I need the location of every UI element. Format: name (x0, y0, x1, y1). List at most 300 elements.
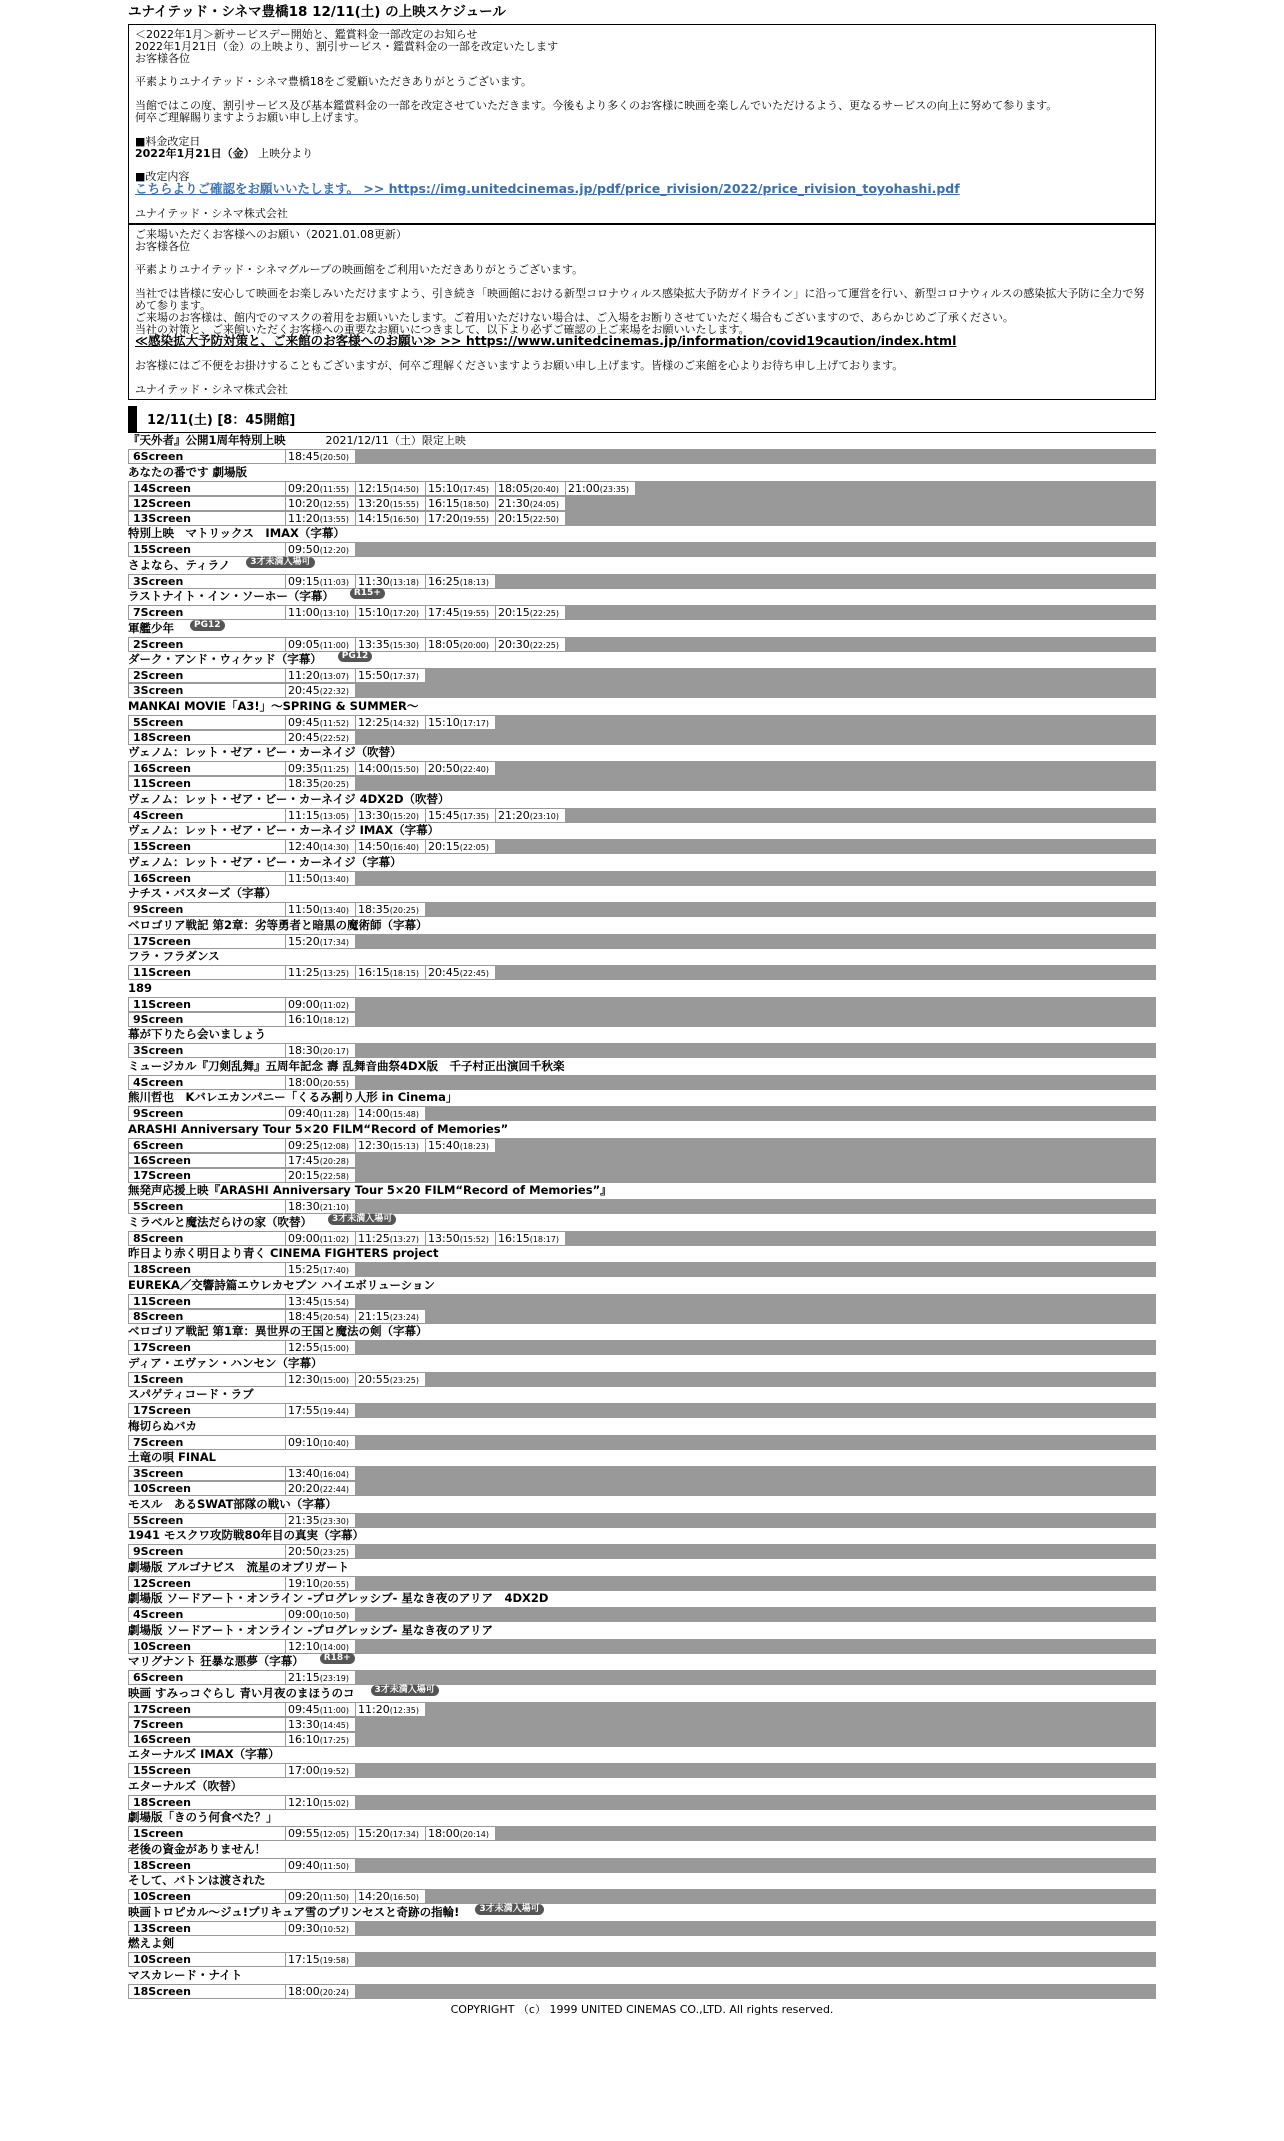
start-time: 13:20 (358, 496, 390, 510)
showtime-slot[interactable] (286, 1482, 356, 1495)
screen-label: 5Screen (129, 1514, 286, 1527)
showtime-slot[interactable] (286, 575, 356, 588)
start-time: 09:20 (288, 1890, 320, 1904)
movie-title-text: そして、バトンは渡された (128, 1873, 266, 1888)
start-time: 21:15 (358, 1309, 390, 1323)
showtime-slot[interactable] (286, 1154, 356, 1167)
paren: ( (319, 1830, 323, 1840)
screen-label: 15Screen (129, 1764, 286, 1777)
end-time-value: 24:05 (532, 499, 556, 509)
movie-title-text: ナチス・バスターズ（字幕） (128, 886, 277, 901)
showtime-slot[interactable] (286, 1467, 356, 1480)
showtime-slot[interactable] (356, 1703, 426, 1716)
paren: ) (345, 780, 350, 790)
showtime-slot[interactable] (286, 840, 356, 853)
showtime-slot[interactable] (426, 497, 496, 510)
rating-badge: 3才未満入場可 (371, 1685, 439, 1696)
paren: ( (319, 672, 323, 682)
showtime-slot[interactable] (496, 482, 566, 495)
movie-title-text: 劇場版 アルゴナビス 流星のオブリガート (128, 1559, 350, 1574)
movie-title-text: ベロゴリア戦記 第1章：異世界の王国と魔法の剣（字幕） (128, 1324, 428, 1339)
showtime-slot[interactable] (286, 1200, 356, 1213)
notice-content-label: ■改定内容 (135, 170, 190, 184)
screen-label: 9Screen (129, 903, 286, 916)
showtime-slot[interactable] (286, 1295, 356, 1308)
paren: ( (319, 1171, 323, 1181)
movie-note: 2021/12/11（土）限定上映 (325, 434, 466, 448)
notice-line: ＜2022年1月＞新サービスデー開始と、鑑賞料金一部改定のお知らせ (135, 28, 478, 41)
showtime-slot[interactable] (496, 497, 566, 510)
movie-title (128, 1841, 1156, 1858)
paren: ) (485, 577, 490, 587)
paren: ) (415, 843, 420, 853)
showtime-slot[interactable] (356, 1107, 426, 1120)
start-time: 13:40 (288, 1467, 320, 1481)
showtime-slot[interactable] (286, 482, 356, 495)
start-time: 17:55 (288, 1404, 320, 1418)
end-time-value: 11:50 (322, 1861, 346, 1871)
screen-label: 4Screen (129, 1076, 286, 1089)
end-time-value: 15:02 (322, 1798, 346, 1808)
showtime-slot[interactable] (286, 1404, 356, 1417)
paren: ( (389, 1375, 393, 1385)
showtime-row (128, 1106, 1156, 1121)
start-time: 12:25 (358, 715, 390, 729)
showtime-row (128, 1732, 1156, 1747)
showtime-row (128, 668, 1156, 683)
paren: ( (389, 1234, 393, 1244)
showtime-slot[interactable] (286, 1139, 356, 1152)
screen-label: 6Screen (129, 1139, 286, 1152)
movie-title-text: 熊川哲也 Kバレエカンパニー「くるみ割り人形 in Cinema」 (128, 1090, 458, 1105)
end-time-value: 20:25 (322, 780, 346, 790)
screen-label: 12Screen (129, 1577, 286, 1590)
paren: ( (319, 1407, 323, 1417)
screen-label: 17Screen (129, 1169, 286, 1182)
showtime-row (128, 1153, 1156, 1168)
paren: ( (319, 718, 323, 728)
showtime-row (128, 1012, 1156, 1027)
showtime-slot[interactable] (286, 903, 356, 916)
movie-title-text: 幕が下りたら会いましょう (128, 1027, 266, 1042)
date-header (128, 406, 1156, 433)
paren: ) (555, 811, 560, 821)
movie-title (128, 1183, 1156, 1200)
showtime-slot[interactable] (356, 669, 426, 682)
paren: ( (459, 969, 463, 979)
end-time-value: 14:50 (392, 484, 416, 494)
showtime-slot[interactable] (356, 1890, 426, 1903)
showtime-slot[interactable] (286, 1827, 356, 1840)
end-time-value: 23:30 (322, 1516, 346, 1526)
showtime-slot[interactable] (496, 606, 566, 619)
paren: ) (345, 937, 350, 947)
showtime-slot[interactable] (286, 1373, 356, 1386)
paren: ( (319, 1156, 323, 1166)
end-time-value: 12:08 (322, 1141, 346, 1151)
showtime-slot[interactable] (286, 966, 356, 979)
showtime-slot[interactable] (356, 1373, 426, 1386)
showtime-row (128, 1984, 1156, 1999)
showtime-slot[interactable] (286, 497, 356, 510)
movie-title-text: 特別上映 マトリックス IMAX（字幕） (128, 526, 345, 541)
screen-label: 13Screen (129, 512, 286, 525)
showtime-slot[interactable] (426, 638, 496, 651)
movie-title (128, 433, 1156, 450)
showtime-slot[interactable] (286, 1718, 356, 1731)
screen-label: 18Screen (129, 1859, 286, 1872)
end-time-value: 18:12 (322, 1015, 346, 1025)
showtime-slot[interactable] (356, 497, 426, 510)
end-time-value: 22:25 (532, 609, 556, 619)
start-time: 20:55 (358, 1372, 390, 1386)
start-time: 21:20 (498, 808, 530, 822)
showtime-slot[interactable] (286, 1890, 356, 1903)
paren: ( (319, 1579, 323, 1589)
showtime-row (128, 1481, 1156, 1496)
end-time-value: 23:24 (392, 1312, 416, 1322)
screen-label: 17Screen (129, 935, 286, 948)
paren: ( (529, 609, 533, 619)
showtime-slot[interactable] (426, 966, 496, 979)
notice-line: お客様各位 (135, 51, 190, 65)
showtime-slot[interactable] (356, 840, 426, 853)
showtime-slot[interactable] (356, 716, 426, 729)
showtime-slot[interactable] (426, 1139, 496, 1152)
start-time: 11:25 (288, 966, 320, 980)
paren: ( (319, 1548, 323, 1558)
paren: ( (389, 811, 393, 821)
start-time: 12:30 (358, 1138, 390, 1152)
showtime-slot[interactable] (356, 1232, 426, 1245)
paren: ( (599, 484, 603, 494)
showtime-slot[interactable] (286, 1107, 356, 1120)
start-time: 15:50 (358, 669, 390, 683)
start-time: 11:20 (288, 511, 320, 525)
showtime-slot[interactable] (496, 809, 566, 822)
showtime-slot[interactable] (286, 1985, 356, 1998)
showtime-slot[interactable] (286, 1341, 356, 1354)
movie-title (128, 1873, 1156, 1890)
showtime-row (128, 1639, 1156, 1654)
screen-label: 13Screen (129, 1922, 286, 1935)
screen-label: 14Screen (129, 482, 286, 495)
screen-label: 11Screen (129, 777, 286, 790)
paren: ( (319, 1438, 323, 1448)
paren: ) (345, 1735, 350, 1745)
movie-title-text: 軍艦少年 (128, 620, 174, 635)
movie-title-text: マスカレード・ナイト (128, 1967, 243, 1982)
paren: ( (389, 843, 393, 853)
showtime-slot[interactable] (286, 1922, 356, 1935)
showtime-slot[interactable] (356, 1310, 426, 1323)
showtime-slot[interactable] (356, 903, 426, 916)
paren: ( (319, 811, 323, 821)
paren: ) (485, 609, 490, 619)
showtime-slot[interactable] (286, 543, 356, 556)
end-time-value: 11:55 (322, 484, 346, 494)
showtime-slot[interactable] (426, 762, 496, 775)
paren: ( (319, 1893, 323, 1903)
movie-title-text: エターナルズ（吹替） (128, 1778, 243, 1793)
showtime-slot[interactable] (286, 1232, 356, 1245)
screen-label: 18Screen (129, 1796, 286, 1809)
end-time-value: 15:00 (322, 1344, 346, 1354)
showtime-slot[interactable] (286, 1577, 356, 1590)
paren: ) (345, 1611, 350, 1621)
end-time-value: 22:32 (322, 687, 346, 697)
showtime-slot[interactable] (356, 1139, 426, 1152)
end-time-value: 11:02 (322, 1234, 346, 1244)
start-time: 11:20 (288, 669, 320, 683)
showtime-slot[interactable] (286, 669, 356, 682)
showtime-slot[interactable] (356, 1827, 426, 1840)
start-time: 15:10 (428, 715, 460, 729)
movie-title (128, 745, 1156, 762)
paren: ( (529, 1234, 533, 1244)
end-time-value: 17:17 (462, 718, 486, 728)
movie-title (128, 526, 1156, 543)
end-time-value: 17:20 (392, 609, 416, 619)
showtime-slot[interactable] (286, 716, 356, 729)
end-time-value: 23:19 (322, 1674, 346, 1684)
paren: ) (415, 609, 420, 619)
screen-label: 9Screen (129, 1013, 286, 1026)
paren: ( (319, 499, 323, 509)
showtime-slot[interactable] (286, 809, 356, 822)
showtime-slot[interactable] (426, 1827, 496, 1840)
showtime-slot[interactable] (286, 684, 356, 697)
start-time: 15:10 (358, 606, 390, 620)
showtime-slot[interactable] (286, 1764, 356, 1777)
start-time: 14:00 (358, 1107, 390, 1121)
showtime-slot[interactable] (496, 638, 566, 651)
rating-badge: R18+ (320, 1653, 355, 1664)
end-time-value: 20:28 (322, 1156, 346, 1166)
showtime-row (128, 1513, 1156, 1528)
showtime-slot[interactable] (286, 1436, 356, 1449)
showtime-slot[interactable] (286, 1796, 356, 1809)
start-time: 20:45 (288, 684, 320, 698)
showtime-slot[interactable] (426, 716, 496, 729)
end-time-value: 12:35 (392, 1705, 416, 1715)
showtime-slot[interactable] (356, 638, 426, 651)
end-time-value: 23:25 (392, 1375, 416, 1385)
paren: ( (319, 453, 323, 463)
showtime-slot[interactable] (286, 1169, 356, 1182)
showtime-slot[interactable] (286, 1859, 356, 1872)
paren: ( (319, 1735, 323, 1745)
covid-info-link[interactable]: ≪感染拡大予防対策と、ご来館のお客様へのお願い≫ >> https://www.unitedcinemas.jp/information/covid19caution/index.html (135, 333, 957, 349)
showtime-row (128, 808, 1156, 823)
screen-label: 6Screen (129, 1671, 286, 1684)
end-time-value: 13:07 (322, 672, 346, 682)
end-time-value: 20:54 (322, 1312, 346, 1322)
screen-label: 6Screen (129, 450, 286, 463)
showtime-slot[interactable] (286, 638, 356, 651)
showtime-slot[interactable] (426, 482, 496, 495)
start-time: 09:30 (288, 1921, 320, 1935)
showtime-slot[interactable] (286, 606, 356, 619)
end-time-value: 15:50 (392, 765, 416, 775)
paren: ( (319, 1203, 323, 1213)
showtime-slot[interactable] (286, 872, 356, 885)
showtime-slot[interactable] (286, 1671, 356, 1684)
paren: ( (529, 514, 533, 524)
paren: ) (555, 1234, 560, 1244)
showtime-slot[interactable] (286, 1263, 356, 1276)
end-time-value: 14:00 (322, 1642, 346, 1652)
showtime-slot[interactable] (356, 512, 426, 525)
paren: ( (459, 718, 463, 728)
end-time-value: 20:24 (322, 1987, 346, 1997)
movie-title (128, 854, 1156, 871)
start-time: 17:20 (428, 511, 460, 525)
showtime-slot[interactable] (426, 512, 496, 525)
showtime-slot[interactable] (356, 809, 426, 822)
paren: ( (319, 780, 323, 790)
paren: ) (345, 1548, 350, 1558)
start-time: 12:55 (288, 1341, 320, 1355)
movie-title-text: ヴェノム：レット・ゼア・ビー・カーネイジ（字幕） (128, 854, 402, 869)
showtime-slot[interactable] (286, 935, 356, 948)
showtime-slot[interactable] (356, 575, 426, 588)
paren: ( (319, 1375, 323, 1385)
showtime-slot[interactable] (426, 1232, 496, 1245)
start-time: 09:00 (288, 1231, 320, 1245)
paren: ( (459, 1234, 463, 1244)
end-time-value: 13:55 (322, 514, 346, 524)
paren: ) (415, 906, 420, 916)
showtime-slot[interactable] (426, 809, 496, 822)
notice-date-value: 2022年1月21日（金） (135, 146, 255, 160)
showtime-row (128, 902, 1156, 917)
price-revision-link[interactable]: こちらよりご確認をお願いいたします。 >> https://img.unitedcinemas.jp/pdf/price_rivision/2022/price_rivision_toyohashi.pdf (135, 181, 960, 197)
paren: ) (555, 609, 560, 619)
showtime-slot[interactable] (286, 1640, 356, 1653)
showtime-slot[interactable] (426, 840, 496, 853)
end-time-value: 17:25 (322, 1735, 346, 1745)
paren: ) (345, 499, 350, 509)
screen-label: 3Screen (129, 1467, 286, 1480)
end-time-value: 15:30 (392, 640, 416, 650)
movie-title-text: 燃えよ剣 (128, 1936, 174, 1951)
paren: ( (529, 640, 533, 650)
end-time-value: 10:40 (322, 1438, 346, 1448)
end-time-value: 23:25 (322, 1548, 346, 1558)
movie-title (128, 1591, 1156, 1608)
paren: ) (485, 514, 490, 524)
showtime-slot[interactable] (496, 1232, 566, 1245)
start-time: 15:20 (288, 934, 320, 948)
paren: ) (345, 453, 350, 463)
paren: ) (345, 1674, 350, 1684)
paren: ( (319, 1485, 323, 1495)
start-time: 09:00 (288, 1608, 320, 1622)
start-time: 16:15 (358, 966, 390, 980)
notice-body: 何卒ご理解賜りますようお願い申し上げます。 (135, 110, 366, 124)
movie-title-text: ベロゴリア戦記 第2章：劣等勇者と暗黒の魔術師（字幕） (128, 917, 428, 932)
paren: ) (345, 1470, 350, 1480)
showtime-slot[interactable] (286, 1076, 356, 1089)
showtime-row (128, 871, 1156, 886)
movie-title-text: 映画 すみっコぐらし 青い月夜のまほうのコ (128, 1685, 355, 1700)
paren: ) (345, 1141, 350, 1151)
start-time: 14:50 (358, 840, 390, 854)
showtime-slot[interactable] (356, 762, 426, 775)
start-time: 09:45 (288, 1702, 320, 1716)
movie-title (128, 791, 1156, 808)
movie-title-text: 『天外者』公開1周年特別上映 (128, 433, 286, 448)
movie-title (128, 1747, 1156, 1764)
paren: ( (459, 765, 463, 775)
end-time-value: 20:55 (322, 1579, 346, 1589)
end-time-value: 15:48 (392, 1110, 416, 1120)
showtime-slot[interactable] (286, 1044, 356, 1057)
showtime-slot[interactable] (286, 777, 356, 790)
showtime-slot[interactable] (356, 482, 426, 495)
showtime-slot[interactable] (496, 512, 566, 525)
start-time: 15:40 (428, 1138, 460, 1152)
end-time-value: 12:05 (322, 1830, 346, 1840)
end-time-value: 11:52 (322, 718, 346, 728)
showtime-slot[interactable] (286, 1733, 356, 1746)
showtime-slot[interactable] (286, 512, 356, 525)
showtime-slot[interactable] (356, 606, 426, 619)
showtime-slot[interactable] (286, 998, 356, 1011)
movie-title-text: ミュージカル『刀剣乱舞』五周年記念 壽 乱舞音曲祭4DX版 千子村正出演回千秋楽 (128, 1058, 565, 1073)
showtime-slot[interactable] (286, 731, 356, 744)
movie-title (128, 1810, 1156, 1827)
paren: ) (345, 1297, 350, 1307)
showtime-slot[interactable] (426, 606, 496, 619)
showtime-row (128, 1607, 1156, 1622)
showtime-slot[interactable] (286, 1310, 356, 1323)
showtime-slot[interactable] (286, 1953, 356, 1966)
notice-price-revision (128, 24, 1156, 224)
end-time-value: 11:00 (322, 1705, 346, 1715)
paren: ) (415, 1234, 420, 1244)
showtime-slot[interactable] (286, 1545, 356, 1558)
paren: ) (345, 1516, 350, 1526)
showtime-row (128, 511, 1156, 526)
showtime-slot[interactable] (286, 1514, 356, 1527)
paren: ) (485, 484, 490, 494)
showtime-slot[interactable] (566, 482, 636, 495)
paren: ) (485, 640, 490, 650)
movie-title (128, 980, 1156, 997)
start-time: 09:05 (288, 637, 320, 651)
showtime-slot[interactable] (286, 1703, 356, 1716)
paren: ( (319, 969, 323, 979)
paren: ( (389, 1830, 393, 1840)
screen-label: 3Screen (129, 575, 286, 588)
screen-label: 17Screen (129, 1341, 286, 1354)
showtime-slot[interactable] (426, 575, 496, 588)
showtime-slot[interactable] (286, 1608, 356, 1621)
end-time-value: 20:17 (322, 1047, 346, 1057)
showtime-slot[interactable] (356, 966, 426, 979)
screen-label: 3Screen (129, 1044, 286, 1057)
paren: ) (415, 640, 420, 650)
end-time-value: 23:35 (602, 484, 626, 494)
showtime-slot[interactable] (286, 762, 356, 775)
showtime-slot[interactable] (286, 450, 356, 463)
movie-title (128, 1246, 1156, 1263)
rating-badge: PG12 (190, 620, 225, 631)
movie-title-text: 映画トロピカル～ジュ!プリキュア雪のプリンセスと奇跡の指輪! (128, 1904, 460, 1919)
showtime-slot[interactable] (286, 1013, 356, 1026)
